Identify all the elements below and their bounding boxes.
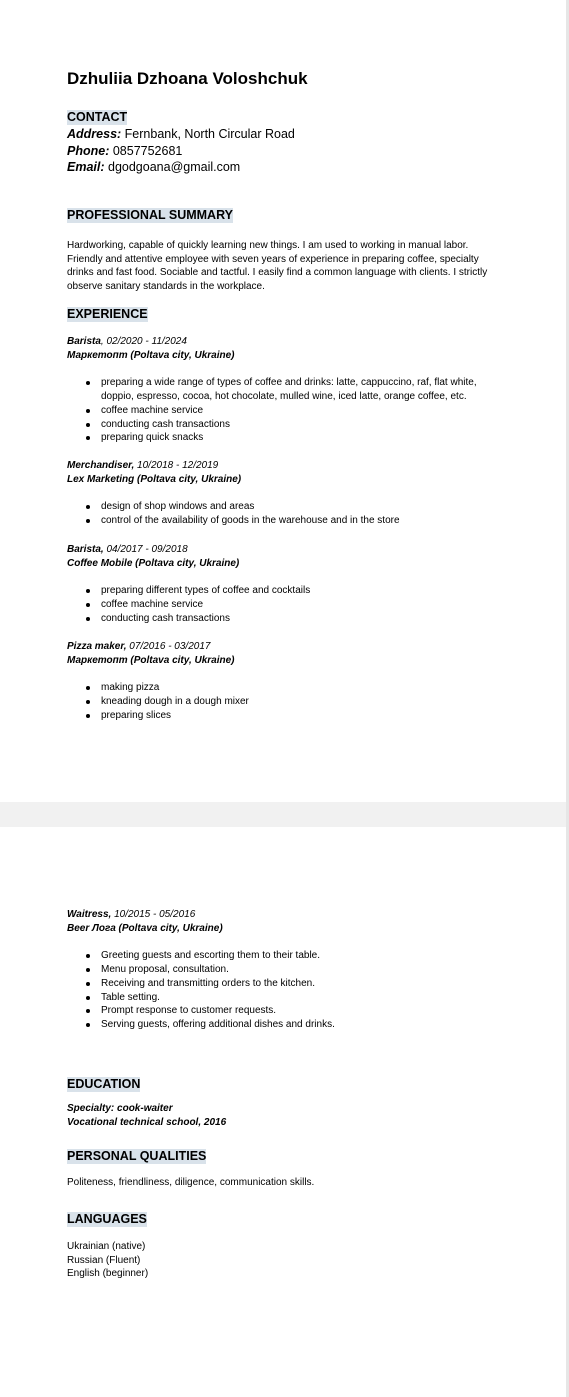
job-bullets — [67, 500, 506, 528]
qualities-section — [67, 1147, 506, 1190]
list-item: design of shop windows and areas — [101, 500, 506, 514]
list-item: Menu proposal, consultation. — [101, 963, 506, 977]
list-item: preparing slices — [101, 709, 506, 723]
job-role: Pizza maker, — [67, 641, 127, 652]
job-employer — [67, 349, 506, 363]
contact-title: CONTACT — [67, 110, 128, 124]
document-page-2 — [0, 827, 566, 1397]
email-value: dgodgoana@gmail.com — [108, 160, 241, 174]
list-item: preparing different types of coffee and cocktails — [101, 584, 506, 598]
list-item: Ukrainian (native) — [67, 1241, 146, 1252]
job-entry — [67, 543, 506, 626]
phone-value: 0857752681 — [112, 143, 183, 158]
employer-name: Lex Marketing (Poltava city, Ukraine) — [67, 473, 242, 485]
address-label: Address: — [67, 127, 122, 141]
job-title-line — [67, 459, 506, 473]
job-bullets — [67, 681, 506, 722]
job-employer — [67, 922, 506, 936]
list-item: making pizza — [101, 681, 506, 695]
job-dates: , 02/2020 - 11/2024 — [100, 336, 187, 347]
address-value: Fernbank, North Circular Road — [124, 127, 295, 141]
list-item: Russian (Fluent) — [67, 1254, 141, 1266]
job-entry — [67, 908, 506, 1032]
list-item: coffee machine service — [101, 404, 506, 418]
phone-label: Phone: — [67, 143, 110, 158]
employer-name: Beer Лога (Poltava city, Ukraine) — [67, 922, 223, 934]
job-entry — [67, 459, 506, 528]
job-dates: 10/2018 - 12/2019 — [134, 460, 219, 471]
phone-line — [67, 143, 506, 160]
contact-section — [67, 108, 506, 176]
job-entry — [67, 335, 506, 445]
list-item: Greeting guests and escorting them to their table. — [101, 949, 506, 963]
school-text: Vocational technical school, 2016 — [67, 1116, 227, 1128]
job-employer — [67, 473, 506, 487]
job-bullets — [67, 584, 506, 625]
languages-title: LANGUAGES — [67, 1212, 147, 1226]
summary-text: Hardworking, capable of quickly learning new things. I am used to working in manual labor. Friendly and attentive employee with seven years of experience in preparing coffee, specialty drinks and fast food. Sociable and tactful. I easily find a common language with clients. I strictly observe sanitary standards in the workplace. — [67, 240, 488, 292]
list-item: conducting cash transactions — [101, 418, 506, 432]
list-item: Receiving and transmitting orders to the kitchen. — [101, 977, 506, 991]
list-item: English (beginner) — [67, 1268, 149, 1280]
job-dates: 07/2016 - 03/2017 — [126, 641, 211, 652]
list-item: preparing a wide range of types of coffee and drinks: latte, cappuccino, raf, flat white, doppio, espresso, cocoa, hot chocolate, mulled wine, iced latte, orange coffee, etc. — [101, 376, 506, 404]
address-line — [67, 126, 506, 143]
languages-list — [67, 1240, 506, 1281]
job-role: Waitress, — [67, 909, 112, 920]
job-title-line — [67, 640, 506, 654]
employer-name: Маркетопт (Poltava city, Ukraine) — [67, 654, 235, 666]
list-item: kneading dough in a dough mixer — [101, 695, 506, 709]
education-school — [67, 1116, 506, 1130]
job-bullets — [67, 949, 506, 1032]
list-item: conducting cash transactions — [101, 612, 506, 626]
job-entry — [67, 640, 506, 723]
list-item: Table setting. — [101, 991, 506, 1005]
qualities-text: Politeness, friendliness, diligence, communication skills. — [67, 1177, 315, 1188]
education-title: EDUCATION — [67, 1077, 141, 1091]
job-employer — [67, 654, 506, 668]
employer-name: Маркетопт (Poltava city, Ukraine) — [67, 349, 235, 361]
employer-name: Coffee Mobile (Poltava city, Ukraine) — [67, 557, 240, 569]
job-role: Barista, — [67, 544, 104, 555]
education-specialty — [67, 1102, 506, 1116]
job-role: Merchandiser, — [67, 460, 135, 471]
summary-section — [67, 206, 506, 293]
summary-title: PROFESSIONAL SUMMARY — [67, 208, 233, 222]
qualities-title: PERSONAL QUALITIES — [67, 1149, 207, 1163]
job-dates: 10/2015 - 05/2016 — [111, 909, 196, 920]
job-role: Barista — [67, 336, 101, 347]
list-item: preparing quick snacks — [101, 431, 506, 445]
job-title-line — [67, 543, 506, 557]
resume-header — [67, 69, 506, 89]
job-dates: 04/2017 - 09/2018 — [103, 544, 188, 555]
list-item: control of the availability of goods in the warehouse and in the store — [101, 514, 506, 528]
list-item: Serving guests, offering additional dishes and drinks. — [101, 1018, 506, 1032]
job-title-line — [67, 908, 506, 922]
languages-section — [67, 1210, 506, 1281]
experience-section — [67, 305, 506, 323]
experience-title: EXPERIENCE — [67, 307, 148, 321]
email-label: Email: — [67, 160, 105, 174]
job-title-line — [67, 335, 506, 349]
job-bullets — [67, 376, 506, 445]
specialty-text: Specialty: cook-waiter — [67, 1103, 173, 1114]
job-employer — [67, 557, 506, 571]
list-item: Prompt response to customer requests. — [101, 1004, 506, 1018]
email-line — [67, 159, 506, 176]
education-section — [67, 1075, 506, 1129]
candidate-name: Dzhuliia Dzhoana Voloshchuk — [67, 69, 308, 88]
list-item: coffee machine service — [101, 598, 506, 612]
